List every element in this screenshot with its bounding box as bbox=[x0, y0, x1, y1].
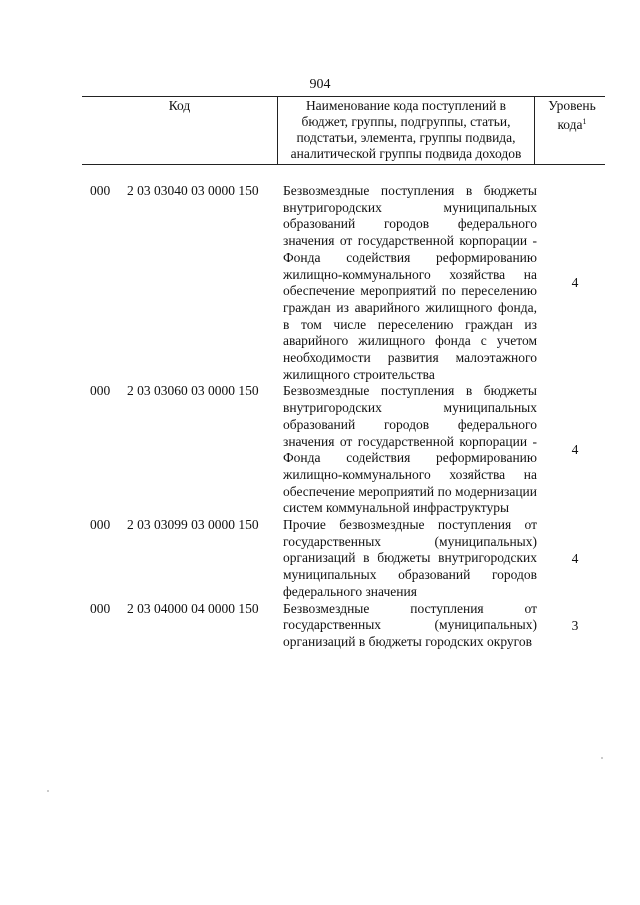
header-level bbox=[535, 97, 605, 164]
revenue-name: Безвозмездные поступления от государственных (муниципальных) организаций в бюджеты городских округов bbox=[283, 600, 537, 649]
table-row bbox=[0, 601, 640, 651]
revenue-name: Прочие безвозмездные поступления от государственных (муниципальных) организаций в бюджеты внутригородских муниципальных образований городов федерального значения bbox=[283, 517, 537, 599]
admin-code: 000 bbox=[90, 600, 111, 616]
code-level: 4 bbox=[571, 442, 579, 458]
revenue-code: 2 03 03099 03 0000 150 bbox=[127, 517, 259, 533]
admin-code: 000 bbox=[90, 183, 111, 198]
scan-speck bbox=[601, 757, 603, 759]
header-name: Наименование кода поступлений в бюджет, группы, подгруппы, статьи, подстатьи, элемента, группы подвида, аналитической группы подвида доходов bbox=[277, 97, 535, 164]
code-level: 4 bbox=[571, 275, 579, 291]
header-code: Код bbox=[168, 98, 191, 113]
revenue-code: 2 03 04000 04 0000 150 bbox=[127, 600, 259, 616]
table-row bbox=[0, 517, 640, 601]
table-row bbox=[0, 183, 640, 383]
table-header bbox=[82, 96, 605, 165]
code-level: 4 bbox=[571, 550, 579, 566]
revenue-name: Безвозмездные поступления в бюджеты внутригородских муниципальных образований городов федерального значения от государственной корпорации - Фонда содействия реформированию жилищно-коммунального хозяйства на обеспечение мероприятий по модернизации систем коммунальной инфраструктуры bbox=[283, 383, 537, 516]
header-level-footnote: 1 bbox=[582, 117, 587, 126]
page-number: 904 bbox=[309, 77, 331, 92]
header-level-label: Уровень кода bbox=[548, 98, 596, 132]
code-level: 3 bbox=[571, 617, 579, 633]
scan-speck bbox=[47, 790, 49, 792]
revenue-code: 2 03 03060 03 0000 150 bbox=[127, 383, 259, 399]
revenue-code: 2 03 03040 03 0000 150 bbox=[127, 183, 259, 198]
admin-code: 000 bbox=[90, 383, 111, 399]
table-body bbox=[0, 183, 640, 651]
revenue-name: Безвозмездные поступления в бюджеты внутригородских муниципальных образований городов федерального значения от государственной корпорации - Фонда содействия реформированию жилищно-коммунального хозяйства на обеспечение мероприятий по переселению граждан из аварийного жилищного фонда, в том числе переселению граждан из аварийного жилищного фонда с учетом необходимости развития малоэтажного жилищного строительства bbox=[283, 183, 537, 382]
admin-code: 000 bbox=[90, 517, 111, 533]
table-row bbox=[0, 383, 640, 517]
